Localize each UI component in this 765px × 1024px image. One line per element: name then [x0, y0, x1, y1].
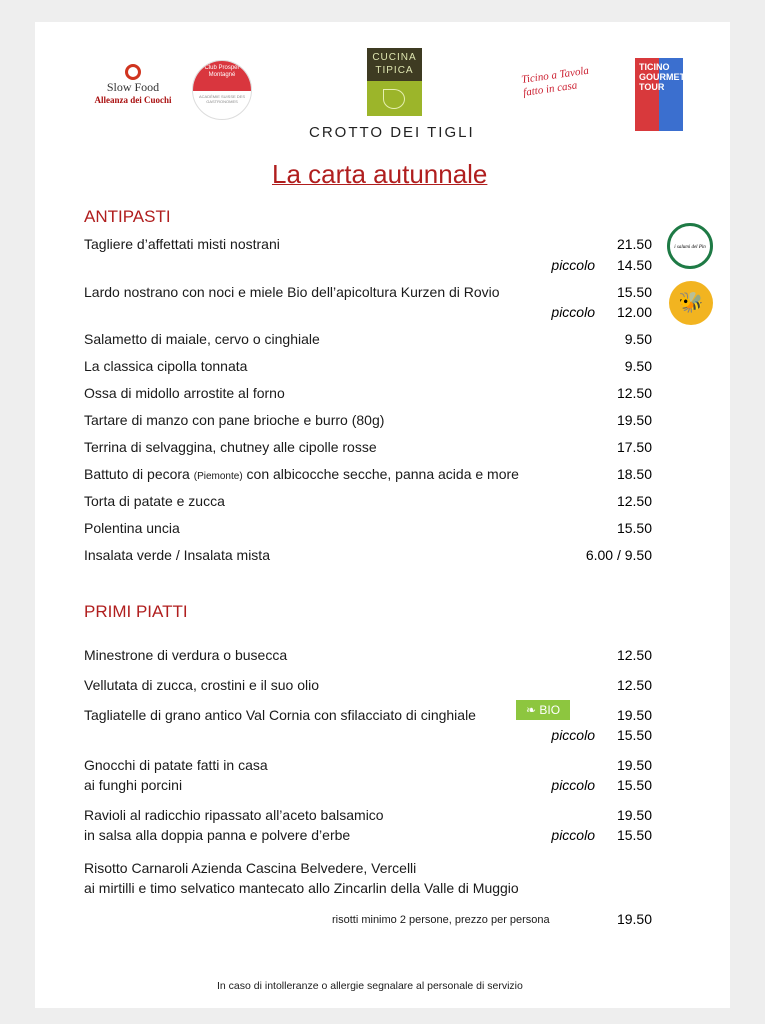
dish-name: La classica cipolla tonnata — [84, 358, 248, 374]
dish-price: 12.50 — [616, 677, 652, 693]
slow-food-text: Slow Food — [106, 80, 160, 94]
allergy-footer: In caso di intolleranze o allergie segnalare al personale di servizio — [217, 980, 523, 992]
gourmet-text: TICINO GOURMET TOUR — [639, 62, 685, 92]
slow-food-logo — [88, 64, 178, 105]
dish-name: Risotto Carnaroli Azienda Cascina Belvedere, Vercelli — [84, 860, 417, 876]
dish-name-part: Battuto di pecora — [84, 466, 194, 482]
fatto-in-casa-logo — [520, 64, 608, 116]
piccolo-label: piccolo — [551, 304, 595, 320]
dish-name: Polentina uncia — [84, 520, 180, 536]
dish-price: 6.00 / 9.50 — [585, 547, 652, 563]
dish-name: Insalata verde / Insalata mista — [84, 547, 270, 563]
dish-price: 19.50 — [616, 412, 652, 428]
dish-price: 9.50 — [624, 358, 652, 374]
dish-price: 18.50 — [616, 466, 652, 482]
alleanza-text: Alleanza dei Cuochi — [94, 95, 172, 105]
bee-honey-badge-icon: 🐝 — [669, 281, 713, 325]
salumi-del-pin-badge — [667, 223, 713, 269]
snail-icon — [125, 64, 141, 80]
piccolo-label: piccolo — [551, 777, 595, 793]
dish-name: Lardo nostrano con noci e miele Bio dell’apicoltura Kurzen di Rovio — [84, 284, 500, 300]
dish-name: Ravioli al radicchio ripassato all’aceto balsamico — [84, 807, 384, 823]
primi-heading: PRIMI PIATTI — [84, 602, 188, 621]
dish-name: Gnocchi di patate fatti in casa — [84, 757, 268, 773]
dish-price: 19.50 — [616, 807, 652, 823]
dish-name-line2: in salsa alla doppia panna e polvere d’erbe — [84, 827, 351, 843]
piccolo-price: 12.00 — [616, 304, 652, 320]
dish-price: 19.50 — [616, 757, 652, 773]
club-bottom-text: ACADÉMIE SUISSE DES GASTRONOMES — [199, 94, 246, 104]
club-prosper-logo — [192, 60, 252, 120]
piccolo-price: 14.50 — [616, 257, 652, 273]
piccolo-label: piccolo — [551, 827, 595, 843]
dish-price: 12.50 — [616, 385, 652, 401]
dish-name: Minestrone di verdura o busecca — [84, 647, 288, 663]
piccolo-label: piccolo — [551, 727, 595, 743]
cucina-tipica-logo — [367, 48, 422, 116]
tipica-text: TIPICA — [375, 65, 414, 76]
dish-name — [84, 465, 519, 486]
dish-name: Torta di patate e zucca — [84, 493, 225, 509]
dish-price: 21.50 — [616, 236, 652, 252]
dish-name: Ossa di midollo arrostite al forno — [84, 385, 285, 401]
dish-name: Vellutata di zucca, crostini e il suo olio — [84, 677, 320, 693]
dish-name: Terrina di selvaggina, chutney alle cipolle rosse — [84, 439, 377, 455]
bio-badge-text: BIO — [539, 703, 561, 717]
dish-name: Tartare di manzo con pane brioche e burro (80g) — [84, 412, 385, 428]
dish-price: 17.50 — [616, 439, 652, 455]
dish-name: Salametto di maiale, cervo o cinghiale — [84, 331, 320, 347]
antipasti-heading: ANTIPASTI — [84, 207, 171, 226]
ticino-gourmet-tour-logo — [635, 58, 683, 131]
piccolo-price: 15.50 — [616, 727, 652, 743]
dish-price: 19.50 — [616, 911, 652, 927]
leaf-icon — [367, 81, 422, 116]
restaurant-name: CROTTO DEI TIGLI — [309, 124, 475, 141]
dish-price: 9.50 — [624, 331, 652, 347]
dish-name-line2: ai mirtilli e timo selvatico mantecato allo Zincarlin della Valle di Muggio — [84, 880, 519, 896]
fatto-in-casa-text: Ticino a Tavola fatto in casa — [520, 64, 590, 99]
piccolo-label: piccolo — [551, 257, 595, 273]
piccolo-price: 15.50 — [616, 827, 652, 843]
dish-price: 15.50 — [616, 284, 652, 300]
piccolo-price: 15.50 — [616, 777, 652, 793]
dish-price: 12.50 — [616, 647, 652, 663]
dish-price: 15.50 — [616, 520, 652, 536]
origin-note: (Piemonte) — [193, 471, 243, 482]
bio-badge: ❧ BIO — [516, 700, 570, 720]
risotto-note: risotti minimo 2 persone, prezzo per persona — [332, 914, 550, 926]
dish-name: Tagliatelle di grano antico Val Cornia con sfilacciato di cinghiale — [84, 707, 476, 723]
salumi-badge-text: i salumi del Pin — [674, 245, 706, 250]
menu-title: La carta autunnale — [272, 159, 488, 189]
club-top-text: Club Prosper Montagné — [193, 61, 251, 91]
cucina-text: CUCINA — [372, 52, 417, 63]
dish-name-part: con albicocche secche, panna acida e more — [242, 466, 519, 482]
dish-price: 12.50 — [616, 493, 652, 509]
dish-price: 19.50 — [616, 707, 652, 723]
dish-name-line2: ai funghi porcini — [84, 777, 183, 793]
dish-name: Tagliere d’affettati misti nostrani — [84, 236, 280, 252]
